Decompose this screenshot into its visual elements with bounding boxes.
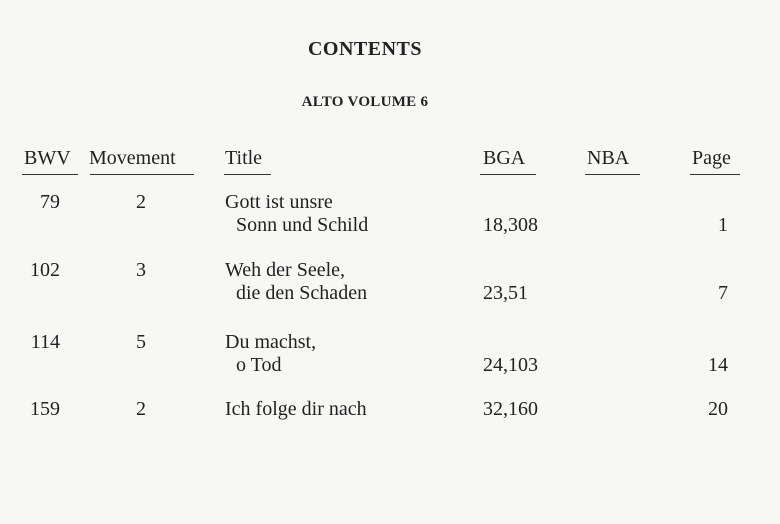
table-cell-bga: 23,51 — [483, 282, 528, 304]
column-rule-movement — [90, 174, 194, 175]
table-cell-movement: 2 — [136, 398, 146, 420]
column-rule-bwv — [22, 174, 78, 175]
column-header-bga: BGA — [483, 147, 526, 169]
column-header-movement: Movement — [89, 147, 176, 169]
column-rule-title — [224, 174, 271, 175]
table-cell-page: 7 — [718, 282, 728, 304]
table-cell-page: 20 — [708, 398, 728, 420]
table-cell-title-line2: o Tod — [236, 354, 282, 376]
table-cell-bga: 18,308 — [483, 214, 538, 236]
table-cell-title-line1: Du machst, — [225, 331, 317, 353]
table-cell-movement: 2 — [136, 191, 146, 213]
table-cell-movement: 5 — [136, 331, 146, 353]
page-title: CONTENTS — [307, 38, 423, 60]
column-rule-nba — [585, 174, 640, 175]
column-header-page: Page — [692, 147, 731, 169]
column-rule-bga — [480, 174, 536, 175]
table-cell-bwv: 114 — [30, 331, 60, 353]
volume-subtitle: ALTO VOLUME 6 — [301, 94, 429, 110]
table-cell-title-line1: Ich folge dir nach — [225, 398, 367, 420]
table-cell-bwv: 79 — [40, 191, 60, 213]
table-cell-bga: 32,160 — [483, 398, 538, 420]
column-header-bwv: BWV — [24, 147, 71, 169]
table-cell-title-line2: die den Schaden — [236, 282, 368, 304]
column-rule-page — [690, 174, 740, 175]
column-header-title: Title — [225, 147, 263, 169]
table-cell-bwv: 159 — [30, 398, 60, 420]
table-cell-title-line1: Weh der Seele, — [225, 259, 345, 281]
table-cell-title-line1: Gott ist unsre — [225, 191, 333, 213]
column-header-nba: NBA — [587, 147, 630, 169]
table-cell-title-line2: Sonn und Schild — [236, 214, 369, 236]
table-cell-bga: 24,103 — [483, 354, 538, 376]
table-cell-bwv: 102 — [30, 259, 60, 281]
table-cell-page: 1 — [718, 214, 728, 236]
table-cell-movement: 3 — [136, 259, 146, 281]
table-cell-page: 14 — [708, 354, 728, 376]
